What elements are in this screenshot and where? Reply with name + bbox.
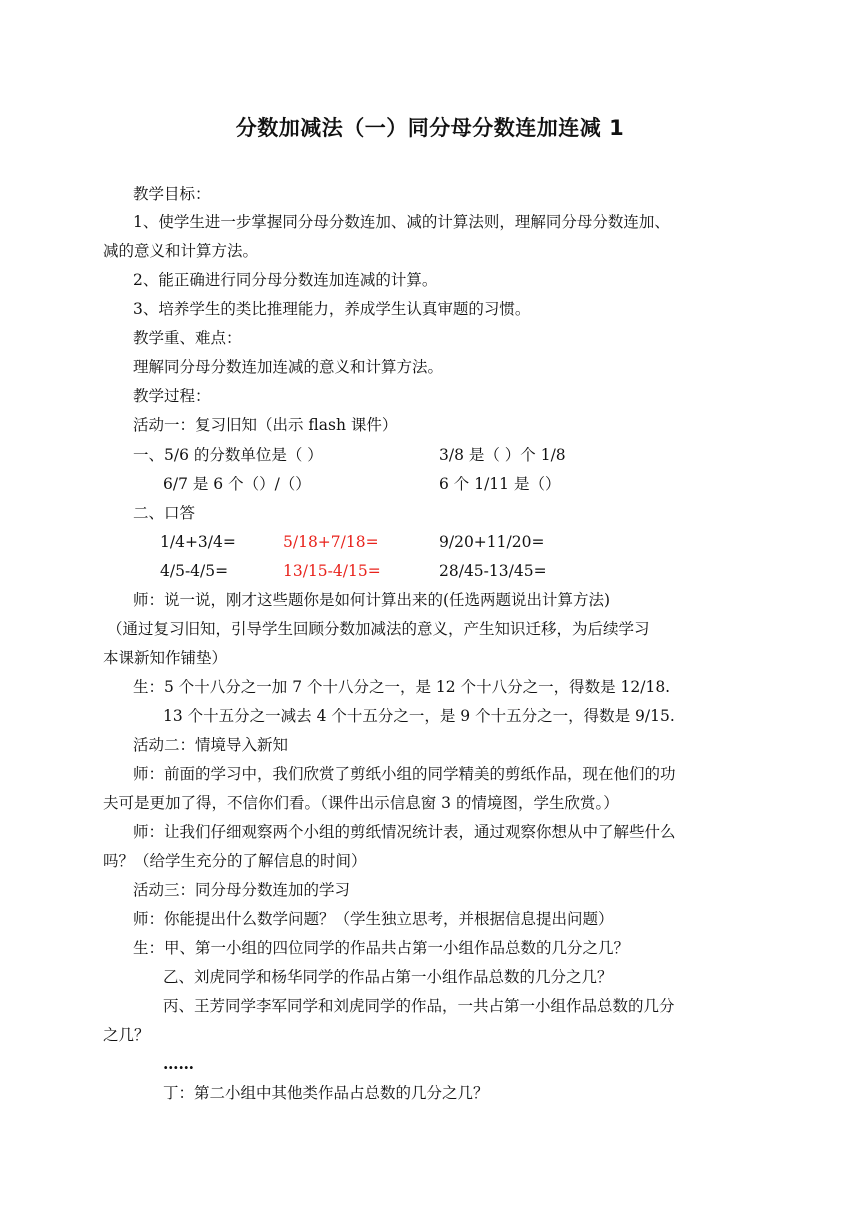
student-question-3: 丙、王芳同学李军同学和刘虎同学的作品，一共占第一小组作品总数的几分 xyxy=(163,997,675,1015)
student-answer-2: 13 个十五分之一减去 4 个十五分之一，是 9 个十五分之一，得数是 9/15. xyxy=(163,707,675,725)
teacher-line-1: 师：说一说，刚才这些题你是如何计算出来的(任选两题说出计算方法) xyxy=(133,591,611,609)
objectives-heading: 教学目标： xyxy=(133,185,211,203)
key-points-text: 理解同分母分数连加连减的意义和计算方法。 xyxy=(133,358,444,376)
note-line-1: （通过复习旧知，引导学生回顾分数加减法的意义，产生知识迁移，为后续学习 xyxy=(107,620,650,638)
teacher-line-3a: 师：让我们仔细观察两个小组的剪纸情况统计表，通过观察你想从中了解些什么 xyxy=(133,823,676,841)
teacher-line-3b: 吗？（给学生充分的了解信息的时间） xyxy=(103,852,367,870)
oral-heading: 二、口答 xyxy=(133,504,196,522)
student-question-1: 生：甲、第一小组的四位同学的作品共占第一小组作品总数的几分之几？ xyxy=(133,939,630,957)
review-question-2: 3/8 是（ ）个 1/8 xyxy=(439,446,566,464)
objective-1-line-2: 减的意义和计算方法。 xyxy=(103,242,259,260)
review-question-1: 一、5/6 的分数单位是（ ） xyxy=(133,446,323,464)
student-question-4: 丁：第二小组中其他类作品占总数的几分之几？ xyxy=(163,1084,489,1102)
oral-problem: 9/20+11/20= xyxy=(439,533,545,551)
oral-problem-highlighted: 5/18+7/18= xyxy=(283,533,379,551)
process-heading: 教学过程： xyxy=(133,387,211,405)
activity-2-heading: 活动二：情境导入新知 xyxy=(133,736,289,754)
student-answer-1: 生：5 个十八分之一加 7 个十八分之一，是 12 个十八分之一，得数是 12/18. xyxy=(133,678,671,696)
note-line-2: 本课新知作铺垫） xyxy=(103,649,228,667)
key-points-heading: 教学重、难点： xyxy=(133,329,242,347)
student-question-2: 乙、刘虎同学和杨华同学的作品占第一小组作品总数的几分之几？ xyxy=(163,968,613,986)
objective-3: 3、培养学生的类比推理能力，养成学生认真审题的习惯。 xyxy=(133,300,531,318)
teacher-line-2b: 夫可是更加了得，不信你们看。（课件出示信息窗 3 的情境图，学生欣赏。） xyxy=(103,794,619,812)
teacher-line-2a: 师：前面的学习中，我们欣赏了剪纸小组的同学精美的剪纸作品，现在他们的功 xyxy=(133,765,676,783)
review-question-3: 6/7 是 6 个（）/（） xyxy=(163,475,311,493)
page-title: 分数加减法（一）同分母分数连加连减 1 xyxy=(235,116,625,140)
objective-1-line-1: 1、使学生进一步掌握同分母分数连加、减的计算法则，理解同分母分数连加、 xyxy=(133,213,670,231)
objective-2: 2、能正确进行同分母分数连加连减的计算。 xyxy=(133,271,438,289)
teacher-line-4: 师：你能提出什么数学问题？（学生独立思考，并根据信息提出问题） xyxy=(133,910,614,928)
activity-3-heading: 活动三：同分母分数连加的学习 xyxy=(133,881,351,899)
oral-problem: 1/4+3/4= xyxy=(160,533,236,551)
student-question-3-cont: 之几？ xyxy=(103,1026,150,1044)
ellipsis: …… xyxy=(163,1054,194,1073)
review-question-4: 6 个 1/11 是（） xyxy=(439,475,561,493)
oral-problem: 28/45-13/45= xyxy=(439,562,547,580)
activity-1-heading: 活动一：复习旧知（出示 flash 课件） xyxy=(133,416,398,434)
oral-problem: 4/5-4/5= xyxy=(160,562,229,580)
oral-problem-highlighted: 13/15-4/15= xyxy=(283,562,381,580)
